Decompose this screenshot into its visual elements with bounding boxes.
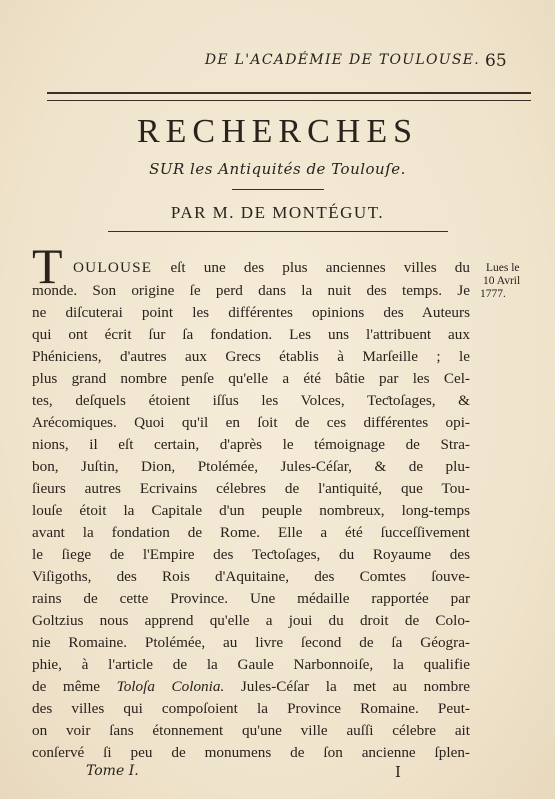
text-line: Viſigoths, des Rois d'Aquitaine, des Comtes ſouve- [32, 568, 470, 585]
running-head: DE L'ACADÉMIE DE TOULOUSE. [204, 52, 480, 68]
margin-note-line: 1777. [480, 288, 506, 300]
volume-mark: Tome I. [86, 763, 139, 779]
text-line: qui ont écrit ſur ſa fondation. Les uns l'attribuent aux [32, 326, 470, 343]
margin-note-line: 10 Avril [483, 275, 521, 287]
text-line: tes, deſquels étoient iſſus les Volces, Teƈtoſages, & [32, 392, 470, 409]
text-line: nions, il eſt certain, d'après le témoignage de Stra- [32, 436, 470, 453]
article-byline: PAR M. DE MONTÉGUT. [170, 203, 385, 222]
text-line: Goltzius nous apprend qu'elle a joui du droit de Colo- [32, 612, 470, 629]
first-word: OULOUSE [73, 259, 153, 276]
text-line: Arécomiques. Quoi qu'il en ſoit de ces différentes opi- [32, 414, 470, 431]
italic-phrase: Toloſa Colonia. [116, 678, 225, 695]
text-line: on voir ſans étonnement qu'une ville auſſi célebre ait [32, 722, 470, 739]
text-line: avant la fondation de Rome. Elle a été ſucceſſivement [32, 524, 470, 541]
text-line: des villes qui compoſoient la Province Romaine. Peut- [32, 700, 470, 717]
text-line: phie, à l'article de la Gaule Narbonnoiſe, la qualifie [32, 656, 470, 673]
article-title: RECHERCHES [136, 113, 419, 150]
text-line: conſervé ſi peu de monumens de ſon ancienne ſplen- [32, 744, 470, 761]
page-number: 65 [485, 51, 507, 71]
margin-note [480, 262, 540, 301]
text-line: Phéniciens, d'autres aux Grecs établis à Marſeille ; le [32, 348, 470, 365]
drop-cap: T [32, 238, 63, 294]
text-line: de même Toloſa Colonia. Jules-Céſar la met au nombre [32, 678, 470, 695]
text-line: monde. Son origine ſe perd dans la nuit des temps. Je [32, 282, 470, 299]
text-line: rains de cette Province. Une médaille rapportée par [32, 590, 470, 607]
text-line: OULOUSE eſt une des plus anciennes villes du [73, 259, 470, 276]
text-line: bon, Juſtin, Dion, Ptolémée, Jules-Céſar, & de plu- [32, 458, 470, 475]
text-line: ne diſcuterai point les différentes opinions des Auteurs [32, 304, 470, 321]
signature-mark: I [395, 763, 401, 781]
article-subtitle: SUR les Antiquités de Toulouſe. [149, 160, 406, 178]
text-line: nie Romaine. Ptolémée, au livre ſecond de ſa Géogra- [32, 634, 470, 651]
text-line: ſieurs autres Ecrivains célebres de l'antiquité, que Tou- [32, 480, 470, 497]
text-line: le ſiege de l'Empire des Teƈtoſages, du Royaume des [32, 546, 470, 563]
text-line: louſe étoit la Capitale d'un peuple nombreux, long-temps [32, 502, 470, 519]
margin-note-line: Lues le [486, 262, 520, 274]
text-line: plus grand nombre penſe qu'elle a été bâtie par les Cel- [32, 370, 470, 387]
